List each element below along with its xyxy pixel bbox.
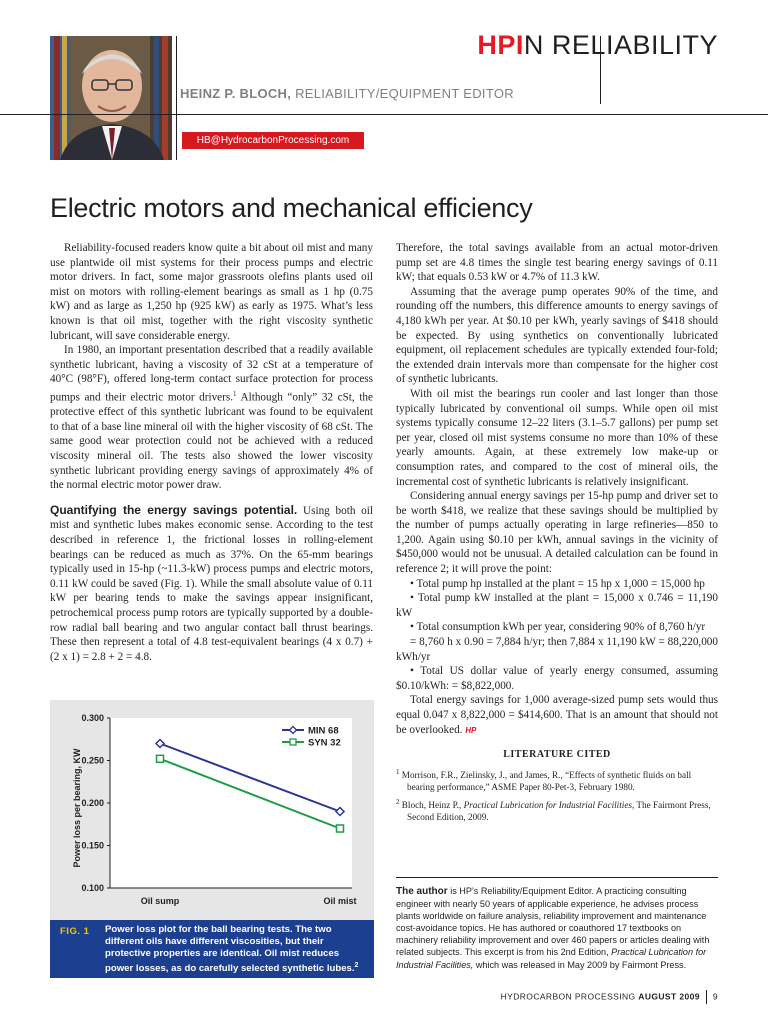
data-point	[337, 825, 344, 832]
paragraph: Therefore, the total savings available from an actual motor-driven pump set are 4.8 times the single test bearing energy savings of 0.11 kW; that equals 0.53 kW or 4.7% of 11.3 kW.	[396, 242, 718, 284]
author-name: HEINZ P. BLOCH,	[180, 86, 292, 101]
end-mark: HP	[465, 725, 477, 735]
paragraph-text: Using both oil mist and synthetic lubes makes economic sense. According to the test described in reference 1, the frictional losses in rolling-element bearings can be reduced as much as 37%. On the 65-mm bearings typically used in 15-hp (~11.3-kW) process pumps and electric motors, 0.11 kW could be saved (Fig. 1). While the small absolute value of 0.11 kW per bearing tends to make the savings appear insignificant, petrochemical process pump rotors are typically supported by a double-row radial ball bearing and two angular contact ball thrust bearings. These then represent a total of 4.8 test-equivalent bearings (4 x 0.7) + (2 x 1) = 2.8 + 2 = 4.8.	[50, 504, 373, 663]
y-tick-label: 0.300	[81, 713, 104, 723]
y-tick-label: 0.100	[81, 883, 104, 893]
paragraph: Reliability-focused readers know quite a bit about oil mist and many use plantwide oil mist systems for their process pumps and electric motor drivers. In fact, some major grassroots olefins plants used oil mist on motors with rolling-element bearings as small as 1 hp (0.75 kW) and as large as 1,250 hp (925 kW) as early as 1975. What’s less known is that oil mist, together with the right viscosity synthetic lubricant, will save considerable energy.	[50, 242, 373, 342]
author-bio-lead: The author	[396, 886, 448, 897]
legend-label: SYN 32	[308, 737, 341, 749]
footer-publication: HYDROCARBON PROCESSING	[500, 991, 636, 1002]
section-name: N RELIABILITY	[523, 30, 718, 60]
author-bio	[396, 885, 720, 971]
y-tick-label: 0.200	[81, 798, 104, 808]
author-role: RELIABILITY/EQUIPMENT EDITOR	[291, 86, 514, 101]
power-loss-chart	[50, 700, 374, 920]
legend-label: MIN 68	[308, 725, 339, 737]
paragraph-text: In 1980, an important presentation described that a readily available synthetic lubricant, having a viscosity of 32 cSt at a temperature of 40°C (98°F), offered long-term contact surface protection for process pumps and their electric motor drivers.	[50, 344, 373, 404]
reference-number: 2	[396, 797, 400, 806]
paragraph	[50, 343, 373, 493]
article-column-right	[396, 241, 718, 823]
article-title: Electric motors and mechanical efficiency	[50, 193, 533, 223]
paragraph: Assuming that the average pump operates 90% of the time, and rounding off the numbers, this difference amounts to energy savings of 4,180 kWh per year. At $0.10 per kWh, yearly savings of $418 should be expected. By using synthetics on conventionally lubricated equipment, oil replacement schedules are typically extended four-fold; the extended drain intervals more than compensate for the higher cost of synthetic lubricants.	[396, 285, 718, 386]
bullet-item: • Total pump hp installed at the plant = 15 hp x 1,000 = 15,000 hp	[410, 577, 705, 590]
figure-caption	[105, 924, 369, 975]
paragraph	[50, 503, 373, 665]
page-footer	[501, 990, 718, 1004]
paragraph: Considering annual energy savings per 15-hp pump and driver set to be worth $418, we realize that these savings should be multiplied by the number of pumps actually operating in large refineries—850 to 1,200. Again using $0.10 per kWh, annual savings in the vicinity of $450,000 would not be unusual. A detailed calculation can be found in reference 2; it will prove the point:	[396, 490, 718, 576]
section-title	[477, 30, 718, 61]
x-tick-label: Oil sump	[140, 896, 180, 906]
paragraph	[396, 693, 718, 738]
subhead: Quantifying the energy savings potential.	[50, 502, 298, 517]
y-tick-label: 0.250	[81, 755, 104, 766]
y-tick-label: 0.150	[81, 840, 104, 851]
reference-text: Morrison, F.R., Zielinsky, J., and James, R., “Effects of synthetic fluids on ball bearing performance,” ASME Paper 80-Pet-3, February 1980.	[401, 769, 692, 792]
footer-date: AUGUST 2009	[638, 991, 700, 1002]
data-point	[157, 755, 164, 762]
reference-item	[396, 766, 718, 793]
figure-caption-bar	[50, 920, 374, 978]
reference-text: The Fairmont Press, Second Edition, 2009.	[407, 799, 711, 822]
legend-marker	[290, 739, 296, 745]
author-photo	[50, 36, 172, 160]
footer-divider	[706, 990, 707, 1004]
page-number: 9	[712, 991, 718, 1002]
x-tick-label: Oil mist	[323, 896, 357, 906]
bullet-item: • Total pump kW installed at the plant = 15,000 x 0.746 = 11,190 kW	[396, 592, 718, 619]
author-email[interactable]: HB@HydrocarbonProcessing.com	[182, 132, 364, 149]
reference-text: Bloch, Heinz P.,	[401, 799, 464, 810]
author-bio-text: is HP’s Reliability/Equipment Editor. A practicing consulting engineer with nearly 50 years of applicable experience, he advises process plants worldwide on failure analysis, reliability improvement and maintenance cost-avoidance topics. He has authored or coauthored 17 textbooks on machinery reliability improvement and over 460 papers or articles dealing with related subjects. This excerpt is from his 2nd Edition,	[396, 886, 710, 958]
bullet-item: • Total consumption kWh per year, considering 90% of 8,760 h/yr	[410, 621, 706, 634]
author-portrait-image	[50, 36, 172, 160]
y-axis-label: Power loss per bearing, KW	[72, 748, 82, 868]
figure-label: FIG. 1	[60, 926, 90, 937]
brand-logo: HPI	[477, 30, 524, 60]
literature-heading: LITERATURE CITED	[503, 749, 611, 761]
bullet-item: = 8,760 h x 0.90 = 7,884 h/yr; then 7,884 x 11,190 kW = 88,220,000 kWh/yr	[396, 636, 718, 663]
author-line	[180, 86, 514, 101]
author-bio-rule	[396, 877, 718, 878]
reference-number: 1	[396, 767, 400, 776]
reference-item	[396, 796, 718, 823]
article-column-left	[50, 241, 373, 664]
author-bio-text: which was released in May 2009 by Fairmont Press.	[473, 959, 687, 970]
caption-text: Power loss plot for the ball bearing tests. The two different oils have different viscosities, but their protective properties are identical. Oil mist reduces power losses, as do carefully selected synthetic lubes.	[105, 924, 355, 975]
header-rule	[0, 114, 768, 115]
reference-marker: 2	[354, 962, 359, 969]
reference-marker: 1	[233, 389, 237, 398]
paragraph: With oil mist the bearings run cooler and last longer than those typically lubricated by conventional oil sumps. While open oil mist systems typically consume 12–22 liters (3.1–5.7 gallons) per pump set per year, closed oil mist systems consume no more than 10% of these yearly amounts. Again, at these extremely low make-up or consumption rates, and compared to the cost of mineral oils, the incremental cost of synthetic lubricants is relatively insignificant.	[396, 387, 718, 488]
paragraph-text: Total energy savings for 1,000 average-sized pump sets would thus equal 0.047 x 8,822,000 = $414,600. That is an amount that should not be overlooked.	[396, 694, 718, 736]
bullet-item: • Total US dollar value of yearly energy consumed, assuming $0.10/kWh: = $8,822,000.	[396, 665, 718, 692]
header-divider	[176, 36, 177, 160]
paragraph-text: Although “only” 32 cSt, the protective effect of this synthetic lubricant was found to be equivalent to that of a base line mineral oil with the higher viscosity of 68 cSt. The same good wear protection could not be achieved with a reduced viscosity mineral oil. The tests also showed the lower viscosity synthetic lubricant providing energy savings of approximately 4% of the normal electric motor power draw.	[50, 391, 373, 492]
reference-book-title: Practical Lubrication for Industrial Facilities,	[463, 799, 635, 810]
author-bio-book-title: Practical Lubrication for Industrial Facilities,	[396, 947, 707, 970]
